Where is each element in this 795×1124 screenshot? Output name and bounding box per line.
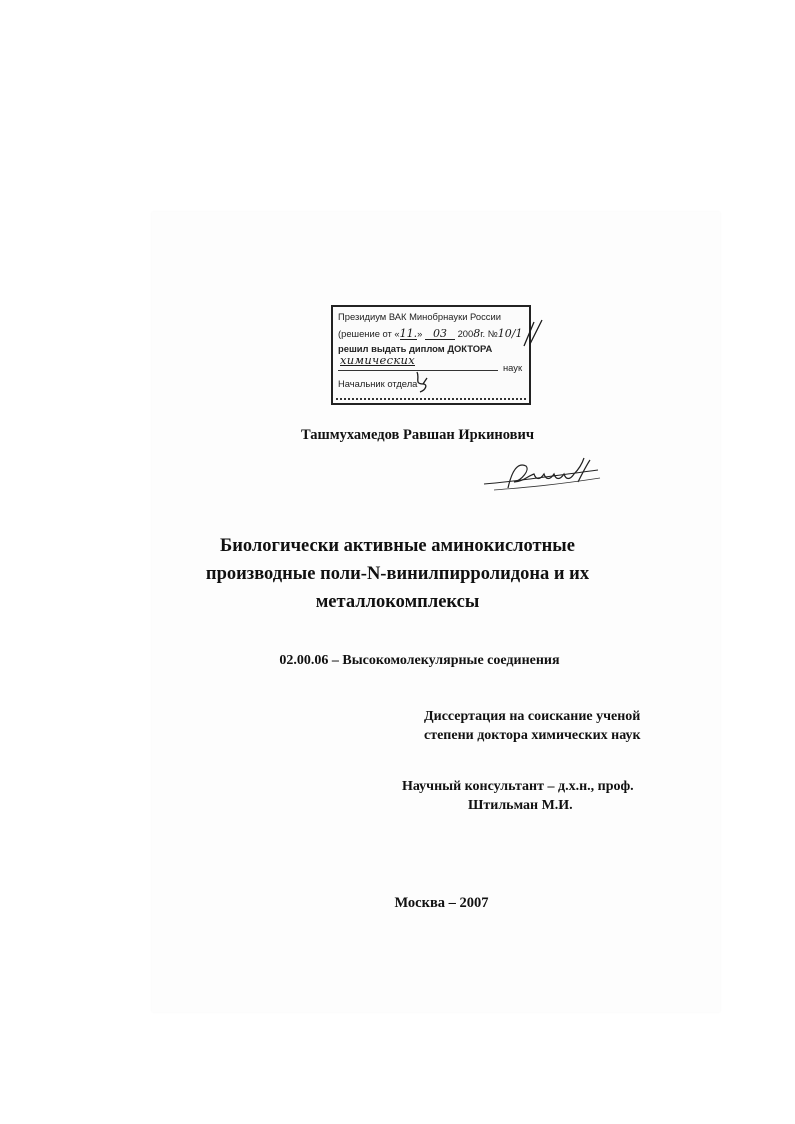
consultant-name: Штильман М.И. xyxy=(468,798,573,813)
stamp-date-month: 03 xyxy=(425,328,455,340)
department-head-signature-icon xyxy=(411,370,435,396)
title-line-1: Биологически активные аминокислотные xyxy=(220,536,575,556)
title-line-2: производные поли-N-винилпирролидона и их xyxy=(205,564,590,584)
scientific-consultant xyxy=(402,777,634,815)
stamp-line-presidium: Президиум ВАК Минобрнауки России xyxy=(338,311,501,322)
author-signature-icon xyxy=(478,452,608,502)
stamp-nauk-label: наук xyxy=(503,362,523,373)
author-name: Ташмухамедов Равшан Иркинович xyxy=(300,427,535,443)
stamp-overflow-handwriting-icon xyxy=(520,316,560,350)
thesis-description xyxy=(424,707,641,745)
stamp-handwritten-field: химических xyxy=(340,353,415,367)
stamp-date-year-suffix: 8 xyxy=(473,327,481,340)
stamp-line-head: Начальник отдела xyxy=(338,378,418,389)
title-line-3: металлокомплексы xyxy=(315,592,480,612)
city-year: Москва – 2007 xyxy=(394,895,489,911)
stamp-line-diploma: решил выдать диплом ДОКТОРА xyxy=(338,343,493,354)
stamp-number-prefix: г. № xyxy=(480,328,498,339)
stamp-date-day: 11. xyxy=(399,327,418,340)
specialty-code: 02.00.06 – Высокомолекулярные соединения xyxy=(279,653,560,668)
stamp-decision-prefix: (решение от « xyxy=(338,328,400,339)
thesis-line-1: Диссертация на соискание ученой xyxy=(424,709,641,724)
stamp-line-decision: (решение от «11.» 03 2008г. №10/1 xyxy=(338,327,523,340)
stamp-number-value: 10/1 xyxy=(497,327,523,340)
consultant-line-1: Научный консультант – д.х.н., проф. xyxy=(402,779,634,794)
dissertation-title xyxy=(0,532,795,616)
vak-approval-stamp xyxy=(331,305,531,405)
stamp-date-year-prefix: 200 xyxy=(457,328,474,339)
thesis-line-2: степени доктора химических наук xyxy=(424,728,641,743)
